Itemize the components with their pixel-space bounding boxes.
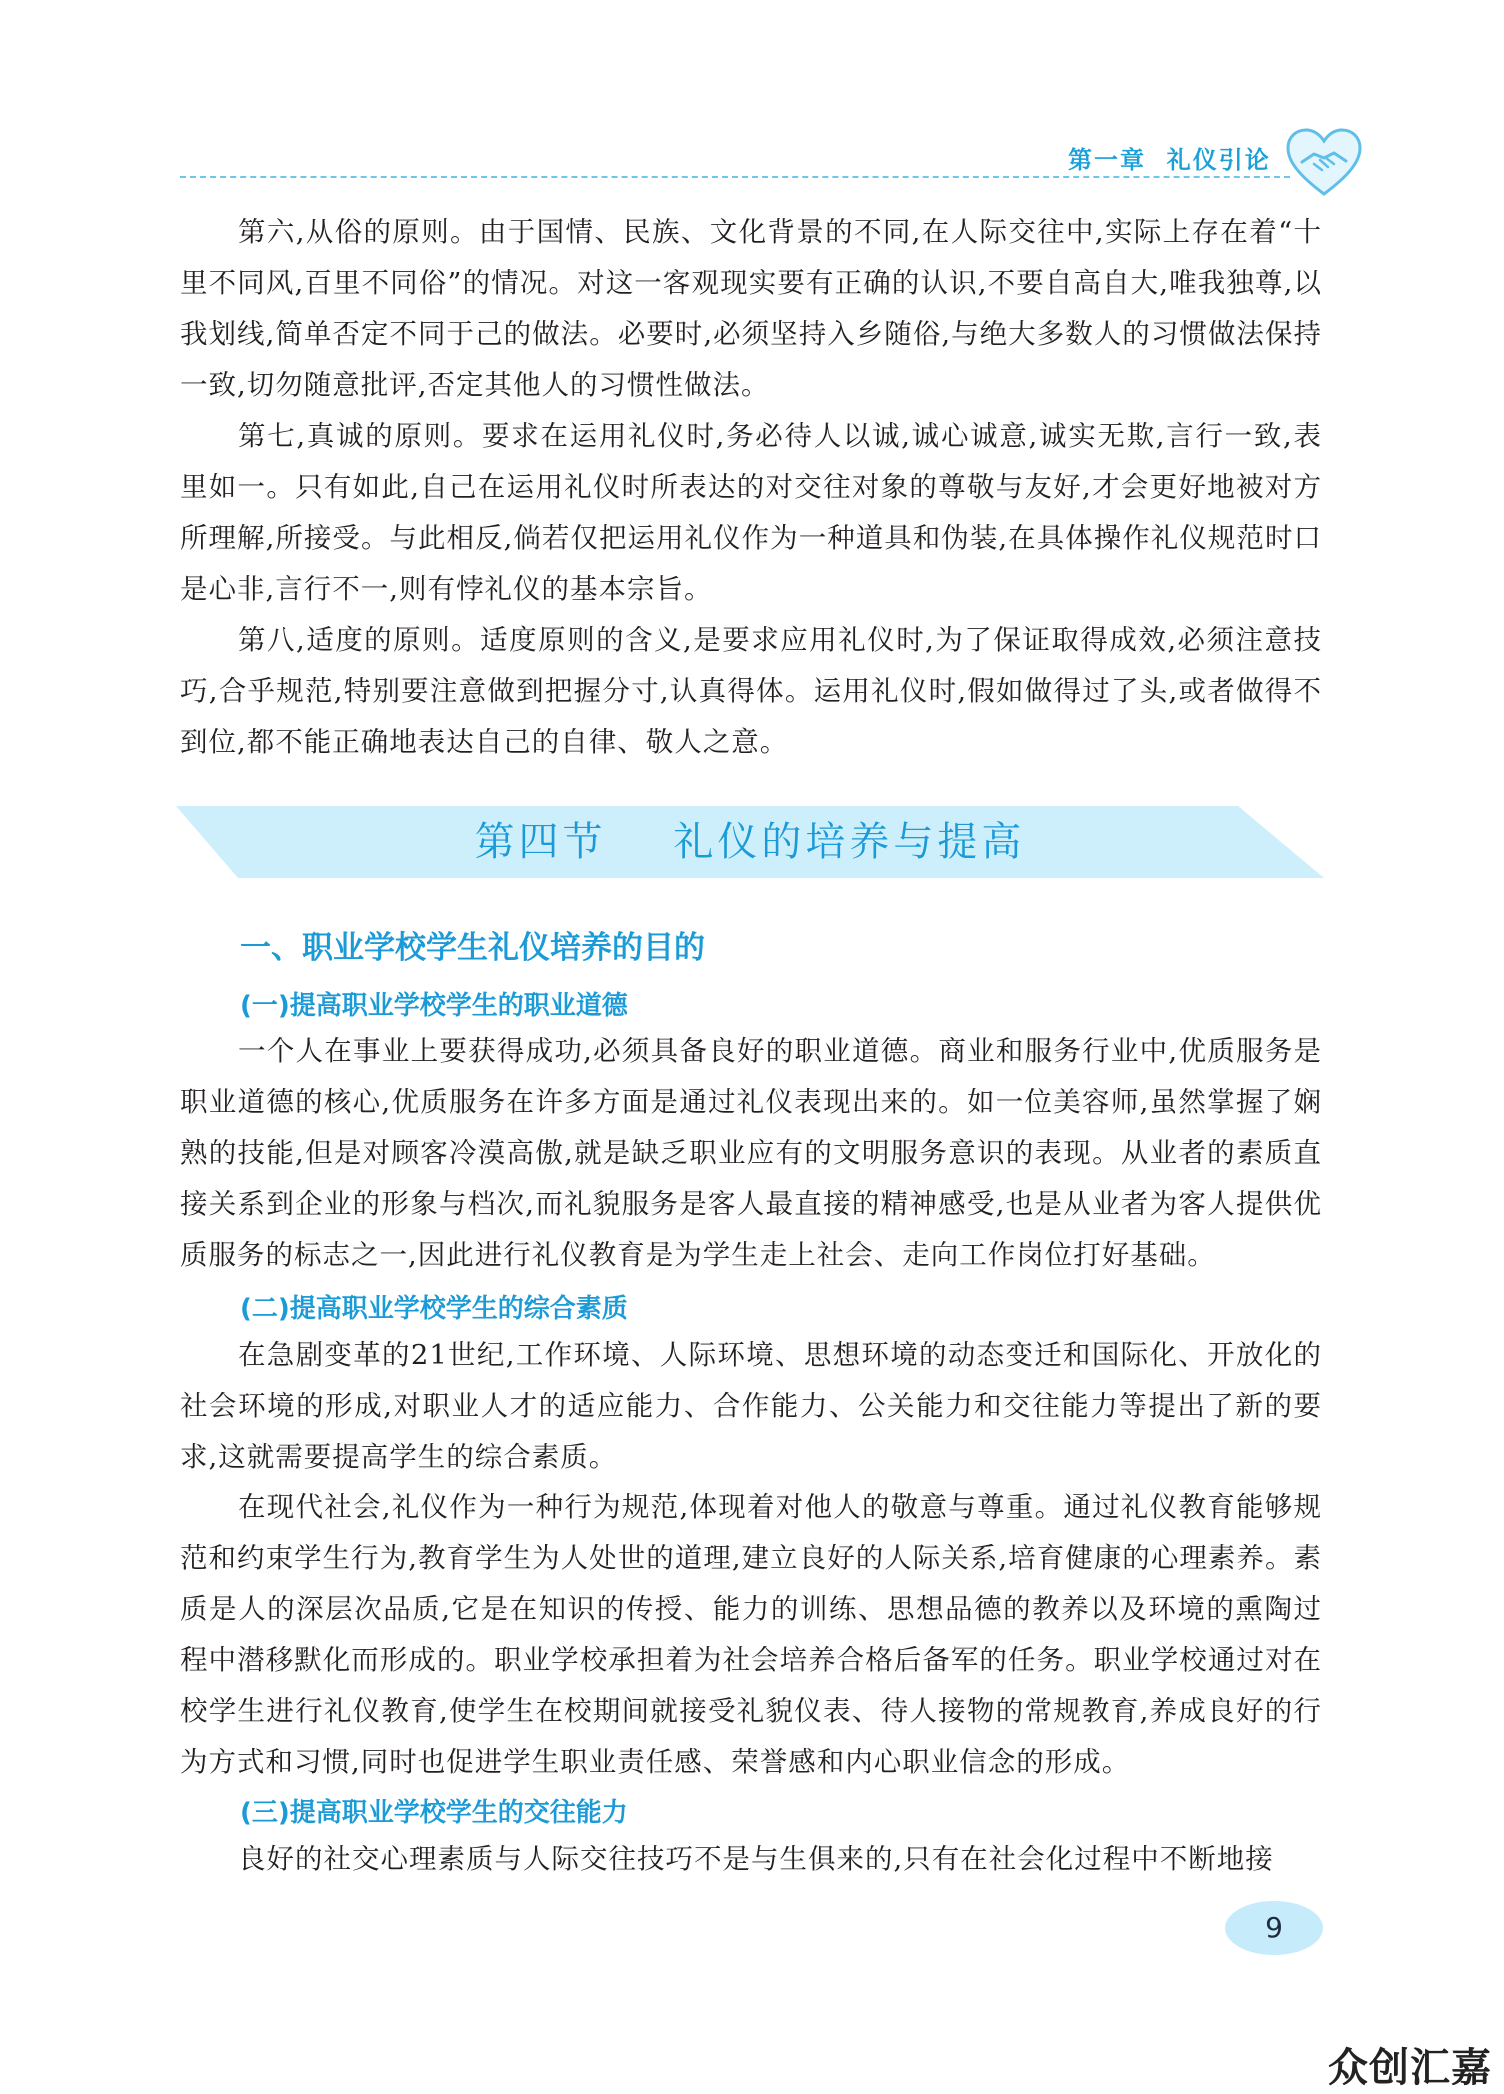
- heart-handshake-icon: [1284, 128, 1364, 198]
- paragraph-principle-6: 第六,从俗的原则。由于国情、民族、文化背景的不同,在人际交往中,实际上存在着“十里不同风,百里不同俗”的情况。对这一客观现实要有正确的认识,不要自高自大,唯我独尊,以我划线,简单否定不同于己的做法。必要时,必须坚持入乡随俗,与绝大多数人的习惯做法保持一致,切勿随意批评,否定其他人的习惯性做法。: [180, 216, 1322, 401]
- paragraph-communication-ability: 良好的社交心理素质与人际交往技巧不是与生俱来的,只有在社会化过程中不断地接: [238, 1843, 1274, 1875]
- paragraph-professional-ethics: 一个人在事业上要获得成功,必须具备良好的职业道德。商业和服务行业中,优质服务是职业道德的核心,优质服务在许多方面是通过礼仪表现出来的。如一位美容师,虽然掌握了娴熟的技能,但是对顾客冷漠高傲,就是缺乏职业应有的文明服务意识的表现。从业者的素质直接关系到企业的形象与档次,而礼貌服务是客人最直接的精神感受,也是从业者为客人提供优质服务的标志之一,因此进行礼仪教育是为学生走上社会、走向工作岗位打好基础。: [180, 1035, 1322, 1271]
- section-number: 第四节: [474, 819, 607, 865]
- watermark-logo: 众创汇嘉: [1328, 2045, 1492, 2091]
- paragraph-overall-quality-1: 在急剧变革的21世纪,工作环境、人际环境、思想环境的动态变迁和国际化、开放化的社会环境的形成,对职业人才的适应能力、合作能力、公关能力和交往能力等提出了新的要求,这就需要提高学生的综合素质。: [180, 1339, 1322, 1473]
- page-number: 9: [1265, 1911, 1283, 1944]
- chapter-header: [1068, 140, 1271, 175]
- paragraph-principle-8: 第八,适度的原则。适度原则的含义,是要求应用礼仪时,为了保证取得成效,必须注意技巧,合乎规范,特别要注意做到把握分寸,认真得体。运用礼仪时,假如做得过了头,或者做得不到位,都不能正确地表达自己的自律、敬人之意。: [180, 624, 1322, 758]
- header-divider: [180, 176, 1290, 178]
- section-name: 礼仪的培养与提高: [673, 819, 1026, 865]
- paragraph-principle-7: 第七,真诚的原则。要求在运用礼仪时,务必待人以诚,诚心诚意,诚实无欺,言行一致,表里如一。只有如此,自己在运用礼仪时所表达的对交往对象的尊敬与友好,才会更好地被对方所理解,所接受。与此相反,倘若仅把运用礼仪作为一种道具和伪装,在具体操作礼仪规范时口是心非,言行不一,则有悖礼仪的基本宗旨。: [180, 420, 1322, 605]
- section-title: [176, 806, 1324, 878]
- subheading-communication-ability: (三)提高职业学校学生的交往能力: [240, 1798, 628, 1828]
- chapter-number: 第一章: [1068, 146, 1146, 174]
- heading-training-purpose: 一、职业学校学生礼仪培养的目的: [240, 930, 705, 966]
- chapter-title: 礼仪引论: [1166, 146, 1271, 174]
- subheading-professional-ethics: (一)提高职业学校学生的职业道德: [240, 991, 628, 1021]
- subheading-overall-quality: (二)提高职业学校学生的综合素质: [240, 1294, 628, 1324]
- paragraph-overall-quality-2: 在现代社会,礼仪作为一种行为规范,体现着对他人的敬意与尊重。通过礼仪教育能够规范和约束学生行为,教育学生为人处世的道理,建立良好的人际关系,培育健康的心理素养。素质是人的深层次品质,它是在知识的传授、能力的训练、思想品德的教养以及环境的熏陶过程中潜移默化而形成的。职业学校承担着为社会培养合格后备军的任务。职业学校通过对在校学生进行礼仪教育,使学生在校期间就接受礼貌仪表、待人接物的常规教育,养成良好的行为方式和习惯,同时也促进学生职业责任感、荣誉感和内心职业信念的形成。: [180, 1491, 1322, 1778]
